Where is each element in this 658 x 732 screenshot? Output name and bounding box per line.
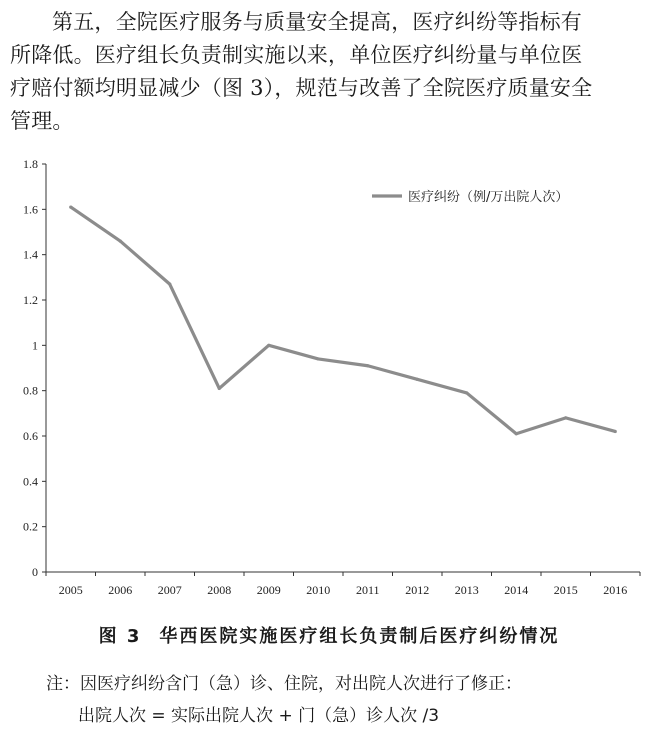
y-tick-label: 1.6 — [23, 202, 38, 217]
figure-title: 华西医院实施医疗组长负责制后医疗纠纷情况 — [159, 626, 560, 647]
figure-caption — [0, 622, 658, 648]
legend-label: 医疗纠纷（例/万出院人次） — [408, 190, 569, 205]
paragraph-line-4: 管理。 — [10, 109, 74, 133]
x-tick-label: 2009 — [256, 583, 281, 597]
x-tick-label: 2008 — [207, 583, 232, 597]
x-tick-label: 2010 — [306, 583, 331, 597]
data-point — [119, 239, 122, 242]
x-tick-label: 2005 — [58, 583, 83, 597]
paragraph-line-2: 所降低。医疗组长负责制实施以来，单位医疗纠纷量与单位医 — [10, 43, 583, 67]
data-point — [465, 391, 468, 394]
x-tick-label: 2012 — [405, 583, 430, 597]
data-point — [515, 432, 518, 435]
y-tick-label: 1.2 — [23, 293, 38, 307]
note-formula: 出院人次 = 实际出院人次 + 门（急）诊人次 /3 — [78, 706, 440, 726]
data-point — [317, 357, 320, 360]
x-axis-ticks — [46, 572, 640, 597]
y-tick-label: 1.8 — [23, 157, 38, 171]
body-paragraph — [10, 6, 652, 138]
series-line — [71, 207, 616, 434]
paragraph-line-3: 疗赔付额均明显减少（图 3），规范与改善了全院医疗质量安全 — [10, 76, 593, 100]
data-point — [168, 283, 171, 286]
y-tick-label: 1.4 — [23, 247, 38, 262]
data-point — [614, 430, 617, 433]
x-tick-label: 2013 — [454, 583, 479, 597]
x-tick-label: 2006 — [108, 583, 133, 597]
data-point — [69, 205, 72, 208]
x-tick-label: 2014 — [504, 583, 529, 597]
y-axis-ticks — [23, 157, 46, 579]
data-point — [267, 344, 270, 347]
x-tick-label: 2015 — [553, 583, 578, 597]
x-tick-label: 2011 — [355, 583, 380, 597]
figure-label: 图 3 — [98, 626, 142, 647]
data-point — [564, 416, 567, 419]
series-layer — [69, 205, 617, 435]
y-tick-label: 1 — [32, 338, 38, 353]
y-tick-label: 0.4 — [23, 474, 38, 489]
y-tick-label: 0.8 — [23, 383, 38, 398]
figure-note — [46, 668, 522, 732]
data-point — [218, 387, 221, 390]
y-tick-label: 0.6 — [23, 429, 38, 443]
y-tick-label: 0.2 — [23, 519, 38, 534]
data-point — [416, 378, 419, 381]
y-tick-label: 0 — [32, 565, 38, 579]
data-point — [366, 364, 369, 367]
legend — [372, 189, 568, 205]
paragraph-line-1: 第五，全院医疗服务与质量安全提高，医疗纠纷等指标有 — [52, 10, 582, 34]
chart-axes — [46, 164, 640, 572]
note-line-1: 注：因医疗纠纷含门（急）诊、住院，对出院人次进行了修正： — [46, 674, 522, 694]
x-tick-label: 2016 — [603, 583, 628, 597]
x-tick-label: 2007 — [157, 583, 182, 597]
line-chart — [0, 148, 658, 608]
